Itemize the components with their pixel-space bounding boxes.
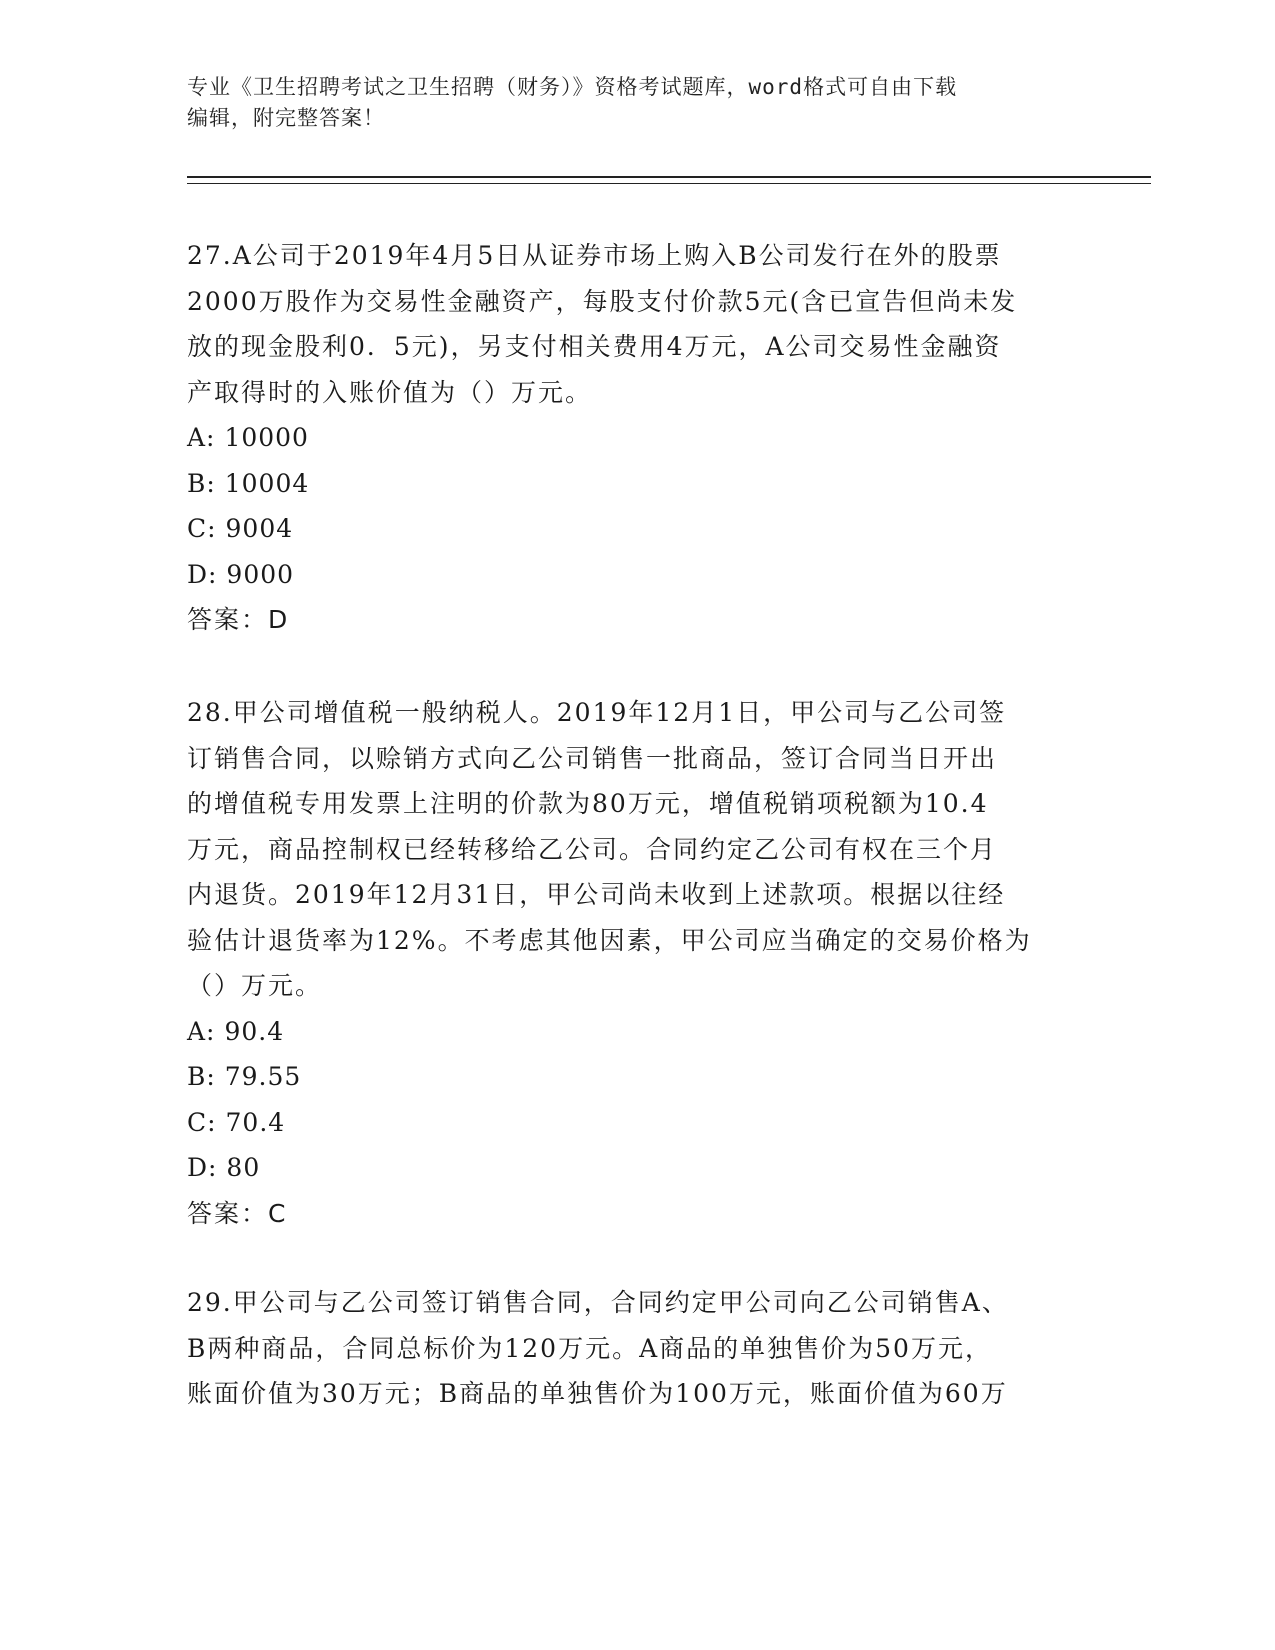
header-line-1: 专业《卫生招聘考试之卫生招聘（财务）》资格考试题库，word格式可自由下载: [187, 75, 958, 99]
answer: 答案：D: [187, 605, 290, 634]
question-line: 订销售合同，以赊销方式向乙公司销售一批商品，签订合同当日开出: [187, 743, 998, 773]
question-line: 验估计退货率为12%。不考虑其他因素，甲公司应当确定的交易价格为: [187, 925, 1032, 955]
option-b: B: 10004: [187, 468, 310, 498]
question-line: 27.A公司于2019年4月5日从证券市场上购入B公司发行在外的股票: [187, 241, 1002, 270]
question-line: 28.甲公司增值税一般纳税人。2019年12月1日，甲公司与乙公司签: [187, 698, 1007, 727]
option-d: D: 80: [187, 1153, 261, 1182]
option-a: A: 10000: [187, 423, 309, 452]
question-line: 2000万股作为交易性金融资产，每股支付价款5元(含已宣告但尚未发: [187, 286, 1018, 316]
question-27: [187, 233, 1087, 643]
question-line: 放的现金股利0．5元)，另支付相关费用4万元，A公司交易性金融资: [187, 332, 1002, 361]
question-line: 账面价值为30万元；B商品的单独售价为100万元，账面价值为60万: [187, 1379, 1008, 1408]
question-29: [187, 1280, 1087, 1417]
question-line: 的增值税专用发票上注明的价款为80万元，增值税销项税额为10.4: [187, 789, 989, 818]
option-d: D: 9000: [187, 559, 295, 589]
document-header: [187, 72, 1087, 134]
option-a: A: 90.4: [187, 1016, 285, 1046]
header-divider-thick: [187, 176, 1151, 178]
question-28: [187, 690, 1087, 1236]
question-line: 产取得时的入账价值为（）万元。: [187, 377, 593, 407]
header-line-2: 编辑，附完整答案！: [187, 106, 385, 130]
option-c: C: 70.4: [187, 1107, 286, 1137]
question-line: （）万元。: [187, 971, 323, 1000]
question-line: 29.甲公司与乙公司签订销售合同，合同约定甲公司向乙公司销售A、: [187, 1288, 1009, 1317]
option-c: C: 9004: [187, 514, 294, 543]
question-line: B两种商品，合同总标价为120万元。A商品的单独售价为50万元，: [187, 1333, 992, 1363]
header-divider-thin: [187, 183, 1151, 184]
question-line: 万元，商品控制权已经转移给乙公司。合同约定乙公司有权在三个月: [187, 834, 998, 864]
option-b: B: 79.55: [187, 1062, 302, 1091]
question-line: 内退货。2019年12月31日，甲公司尚未收到上述款项。根据以往经: [187, 880, 1006, 909]
answer: 答案：C: [187, 1198, 288, 1228]
